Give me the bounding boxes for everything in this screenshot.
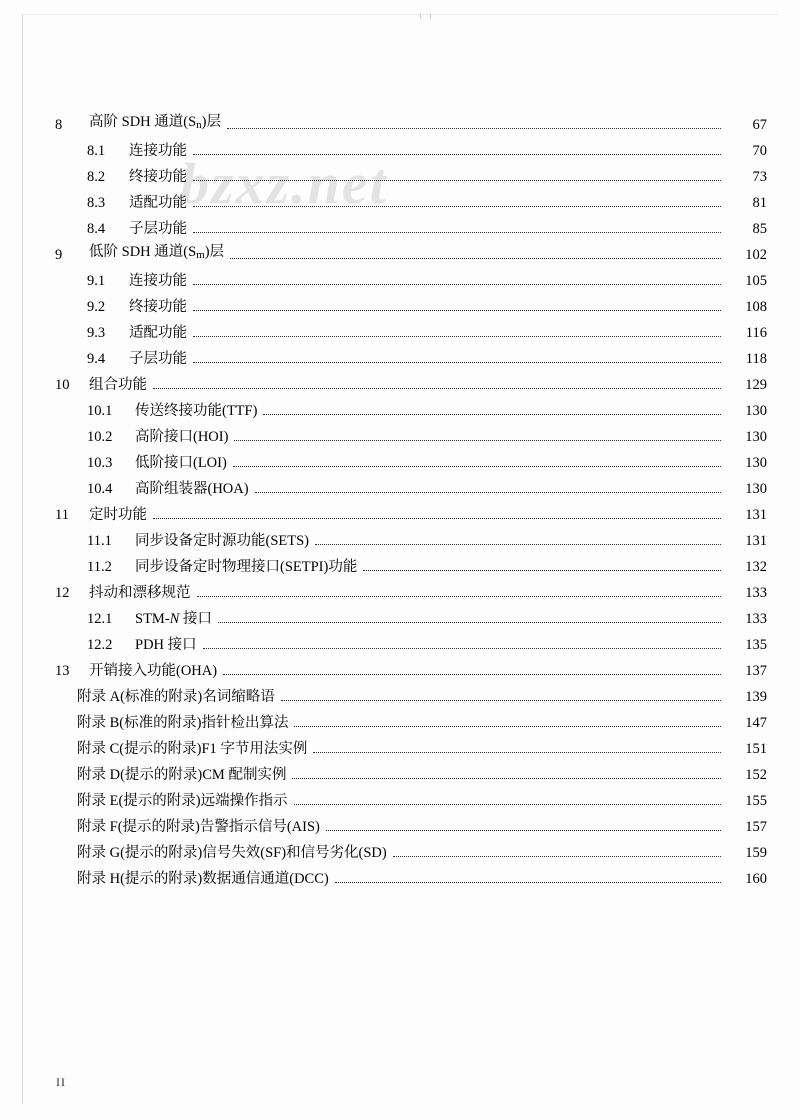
toc-leader-dots	[233, 450, 721, 476]
toc-entry-page-number: 67	[752, 117, 767, 133]
table-of-contents	[55, 112, 767, 892]
toc-leader-dots	[193, 216, 721, 242]
toc-leader-dots	[263, 398, 721, 424]
toc-entry[interactable]	[55, 580, 767, 606]
toc-entry[interactable]	[55, 736, 767, 762]
toc-entry-page-number: 132	[745, 559, 767, 575]
toc-entry-page-number: 155	[745, 793, 767, 809]
toc-entry-page-number: 130	[745, 429, 767, 445]
toc-entry-title: 附录 E(提示的附录)远端操作指示	[77, 793, 288, 809]
toc-leader-dots	[230, 242, 721, 268]
toc-entry-page-number: 152	[745, 767, 767, 783]
page-folio: II	[56, 1075, 66, 1089]
toc-entry-title: 组合功能	[89, 377, 147, 393]
toc-entry-title: 同步设备定时物理接口(SETPI)功能	[135, 559, 358, 575]
toc-entry-page-number: 116	[745, 325, 767, 341]
toc-leader-dots	[315, 528, 721, 554]
toc-entry[interactable]	[55, 164, 767, 190]
toc-entry-title: 子层功能	[129, 221, 187, 237]
toc-entry-number: 12.2	[87, 637, 113, 653]
toc-entry[interactable]	[55, 450, 767, 476]
toc-entry-number: 12.1	[87, 611, 113, 627]
toc-entry-number: 12	[55, 585, 70, 601]
toc-entry-title: 抖动和漂移规范	[89, 585, 191, 601]
toc-entry-title: 连接功能	[129, 273, 187, 289]
toc-leader-dots	[294, 710, 721, 736]
toc-entry-number: 11.2	[87, 559, 112, 575]
toc-leader-dots	[193, 138, 721, 164]
toc-entry-number: 8.3	[87, 195, 106, 211]
toc-entry-page-number: 135	[745, 637, 767, 653]
toc-entry-number: 8	[55, 117, 63, 133]
toc-leader-dots	[153, 502, 721, 528]
toc-entry[interactable]	[55, 502, 767, 528]
toc-entry-number: 10.3	[87, 455, 113, 471]
toc-entry-page-number: 130	[745, 403, 767, 419]
toc-leader-dots	[255, 476, 721, 502]
toc-leader-dots	[326, 814, 721, 840]
toc-entry-number: 10.4	[87, 481, 113, 497]
toc-entry-page-number: 131	[745, 507, 767, 523]
toc-entry[interactable]	[55, 606, 767, 632]
toc-entry[interactable]	[55, 528, 767, 554]
toc-leader-dots	[197, 580, 722, 606]
toc-entry-title: 附录 A(标准的附录)名词缩略语	[77, 689, 275, 705]
toc-entry-page-number: 85	[752, 221, 767, 237]
toc-entry-number: 8.1	[87, 143, 106, 159]
toc-entry-page-number: 133	[745, 585, 767, 601]
toc-entry-title: 开销接入功能(OHA)	[89, 663, 218, 679]
toc-entry-title: STM-N 接口	[135, 611, 212, 627]
toc-leader-dots	[203, 632, 721, 658]
toc-entry-title: 终接功能	[129, 299, 187, 315]
toc-entry[interactable]	[55, 814, 767, 840]
toc-entry[interactable]	[55, 190, 767, 216]
toc-leader-dots	[313, 736, 721, 762]
toc-entry-title: 附录 H(提示的附录)数据通信通道(DCC)	[77, 871, 329, 887]
toc-leader-dots	[193, 346, 721, 372]
toc-entry-number: 13	[55, 663, 70, 679]
toc-entry-title: 定时功能	[89, 507, 147, 523]
toc-leader-dots	[335, 866, 721, 892]
watermark: bzxz.net	[180, 151, 388, 216]
toc-entry[interactable]	[55, 138, 767, 164]
toc-entry-number: 9.2	[87, 299, 106, 315]
toc-entry[interactable]	[55, 554, 767, 580]
toc-entry-title: 附录 C(提示的附录)F1 字节用法实例	[77, 741, 308, 757]
toc-entry-title: 连接功能	[129, 143, 187, 159]
toc-entry-page-number: 157	[745, 819, 767, 835]
toc-entry[interactable]	[55, 632, 767, 658]
toc-entry-title: 终接功能	[129, 169, 187, 185]
toc-entry-title: 低阶 SDH 通道(Sm)层	[89, 244, 225, 261]
toc-entry-page-number: 159	[745, 845, 767, 861]
toc-entry-title: 低阶接口(LOI)	[135, 455, 227, 471]
toc-leader-dots	[153, 372, 721, 398]
toc-entry[interactable]	[55, 684, 767, 710]
toc-entry-title: 适配功能	[129, 195, 187, 211]
scan-tick	[430, 14, 431, 19]
toc-leader-dots	[234, 424, 721, 450]
toc-entry-number: 8.2	[87, 169, 106, 185]
toc-entry-page-number: 131	[745, 533, 767, 549]
toc-entry-title: 高阶 SDH 通道(Sn)层	[89, 114, 221, 131]
toc-entry-page-number: 81	[752, 195, 767, 211]
toc-entry-title: 适配功能	[129, 325, 187, 341]
toc-entry-title: 子层功能	[129, 351, 187, 367]
toc-entry[interactable]	[55, 658, 767, 684]
toc-entry-title: 传送终接功能(TTF)	[135, 403, 258, 419]
toc-entry-number: 10.2	[87, 429, 113, 445]
toc-entry-title: 附录 D(提示的附录)CM 配制实例	[77, 767, 287, 783]
toc-entry-page-number: 151	[745, 741, 767, 757]
toc-entry-title: PDH 接口	[135, 637, 197, 653]
toc-entry-page-number: 118	[745, 351, 767, 367]
toc-leader-dots	[223, 658, 721, 684]
toc-entry-page-number: 73	[752, 169, 767, 185]
toc-entry[interactable]	[55, 762, 767, 788]
toc-leader-dots	[218, 606, 721, 632]
toc-leader-dots	[193, 190, 721, 216]
toc-entry-title: 附录 F(提示的附录)告警指示信号(AIS)	[77, 819, 320, 835]
toc-leader-dots	[193, 320, 721, 346]
toc-entry-page-number: 139	[745, 689, 767, 705]
toc-entry[interactable]	[55, 346, 767, 372]
toc-entry-page-number: 70	[752, 143, 767, 159]
toc-leader-dots	[294, 788, 721, 814]
toc-entry-page-number: 133	[745, 611, 767, 627]
toc-entry-number: 11	[55, 507, 69, 523]
toc-entry-title: 高阶接口(HOI)	[135, 429, 229, 445]
scan-top-marks	[0, 14, 800, 20]
toc-entry[interactable]	[55, 242, 767, 268]
toc-leader-dots	[393, 840, 721, 866]
toc-entry-page-number: 102	[745, 247, 767, 263]
toc-entry[interactable]	[55, 294, 767, 320]
toc-entry-number: 8.4	[87, 221, 106, 237]
toc-entry-title: 附录 G(提示的附录)信号失效(SF)和信号劣化(SD)	[77, 845, 387, 861]
toc-entry[interactable]	[55, 788, 767, 814]
toc-entry-page-number: 105	[745, 273, 767, 289]
toc-entry-number: 10.1	[87, 403, 113, 419]
toc-entry[interactable]	[55, 710, 767, 736]
toc-entry-page-number: 108	[745, 299, 767, 315]
toc-leader-dots	[363, 554, 721, 580]
toc-leader-dots	[193, 164, 721, 190]
toc-entry-title: 附录 B(标准的附录)指针检出算法	[77, 715, 289, 731]
toc-entry[interactable]	[55, 268, 767, 294]
toc-entry[interactable]	[55, 372, 767, 398]
toc-entry-number: 9	[55, 247, 63, 263]
scan-tick	[420, 14, 421, 19]
toc-entry-number: 9.4	[87, 351, 106, 367]
toc-entry-title: 同步设备定时源功能(SETS)	[135, 533, 309, 549]
toc-entry-number: 10	[55, 377, 70, 393]
toc-entry-page-number: 129	[745, 377, 767, 393]
toc-entry-page-number: 147	[745, 715, 767, 731]
toc-entry[interactable]	[55, 320, 767, 346]
toc-leader-dots	[292, 762, 721, 788]
toc-leader-dots	[193, 294, 721, 320]
toc-entry-page-number: 137	[745, 663, 767, 679]
toc-entry-number: 9.3	[87, 325, 106, 341]
toc-leader-dots	[281, 684, 721, 710]
toc-entry-number: 9.1	[87, 273, 106, 289]
toc-entry[interactable]	[55, 476, 767, 502]
toc-entry-page-number: 130	[745, 481, 767, 497]
toc-leader-dots	[227, 112, 721, 138]
toc-entry[interactable]	[55, 424, 767, 450]
toc-entry[interactable]	[55, 866, 767, 892]
toc-entry-page-number: 160	[745, 871, 767, 887]
toc-entry[interactable]	[55, 398, 767, 424]
toc-entry-page-number: 130	[745, 455, 767, 471]
toc-entry[interactable]	[55, 840, 767, 866]
toc-entry[interactable]	[55, 112, 767, 138]
toc-entry-number: 11.1	[87, 533, 112, 549]
toc-leader-dots	[193, 268, 721, 294]
toc-entry-title: 高阶组装器(HOA)	[135, 481, 249, 497]
